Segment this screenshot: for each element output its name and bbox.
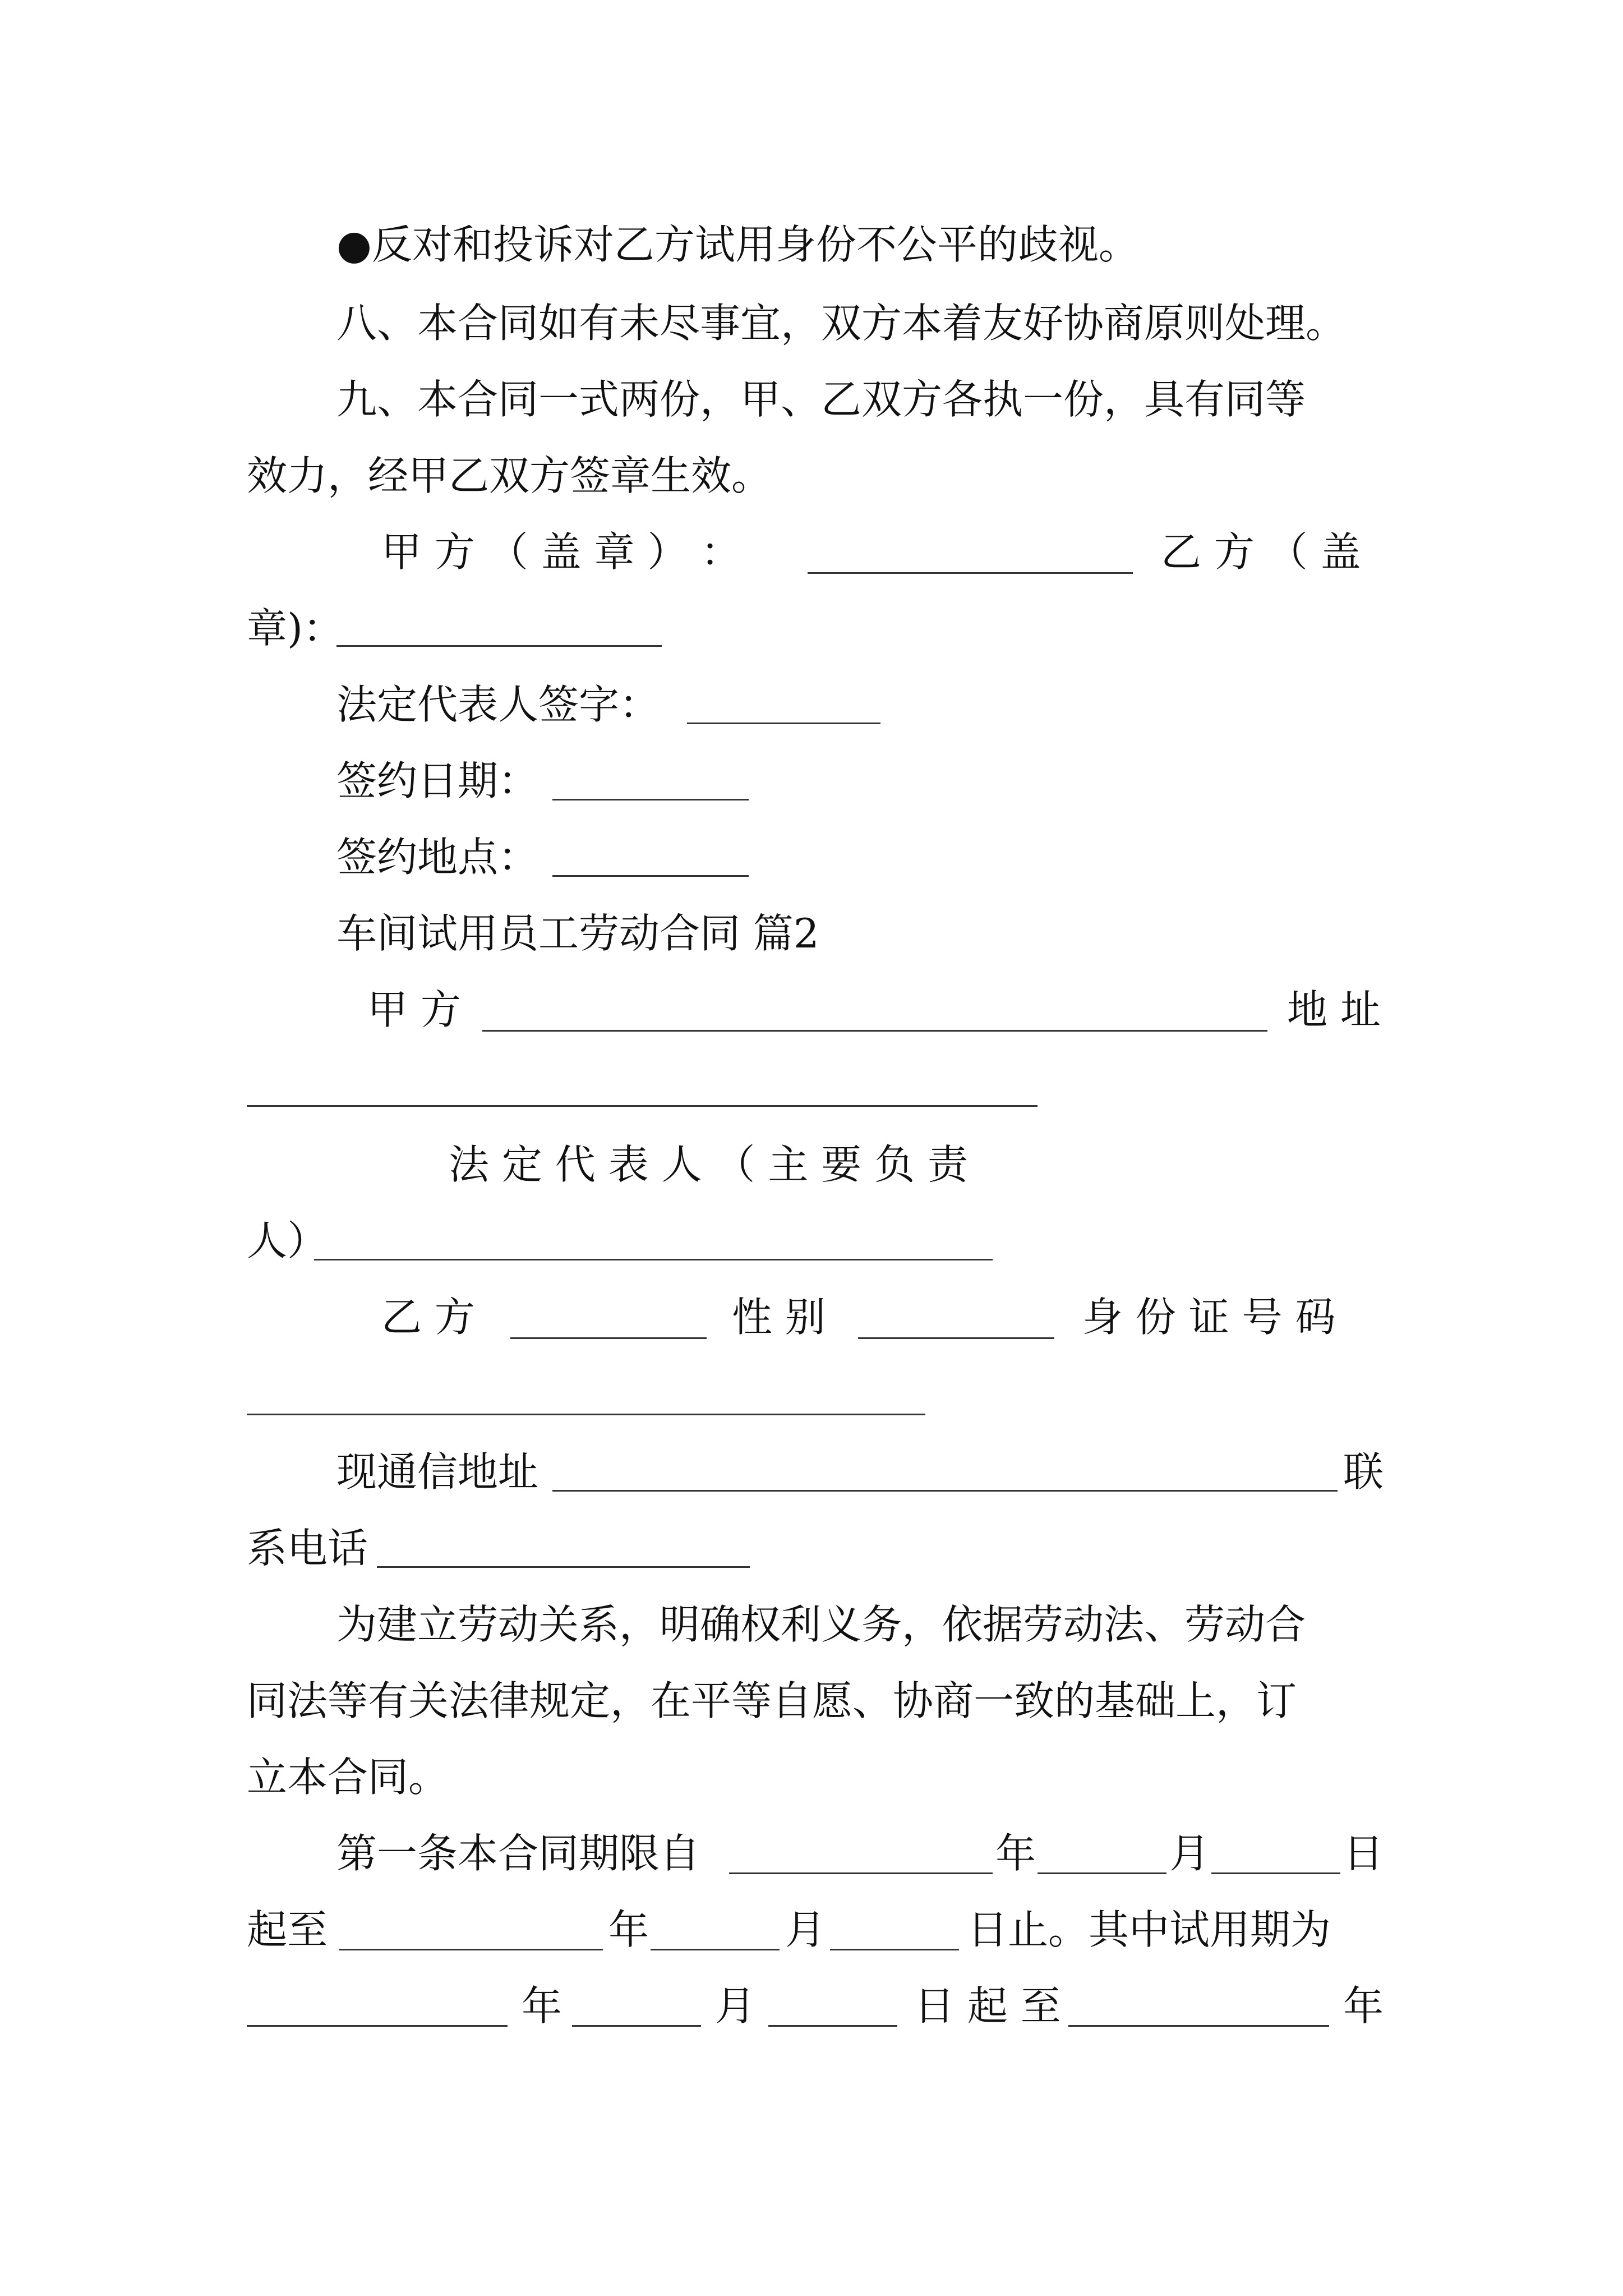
article-one-label: 第一条本合同期限自: [336, 1830, 700, 1877]
term-end-day-and-probation-label: 日止。其中试用期为: [967, 1906, 1331, 1953]
id-number-label: 身 份 证 号 码: [1082, 1294, 1336, 1341]
probation-end-year-label: 年: [1343, 1982, 1384, 2030]
contact-address-blank[interactable]: [552, 1490, 1338, 1492]
id-number-blank[interactable]: [247, 1414, 925, 1415]
party-a-seal-blank[interactable]: [808, 572, 1133, 574]
section-title-part-2: 车间试用员工劳动合同 篇2: [336, 910, 819, 957]
term-end-day-blank[interactable]: [830, 1949, 959, 1950]
preamble-line-1: 为建立劳动关系，明确权利义务，依据劳动法、劳动合: [336, 1601, 1306, 1648]
term-end-month-label: 月: [785, 1906, 826, 1953]
term-end-month-blank[interactable]: [651, 1949, 780, 1950]
clause-nine-effectiveness: 效力，经甲乙双方签章生效。: [247, 452, 772, 499]
party-a-label: 甲 方: [367, 986, 461, 1033]
sign-place-blank[interactable]: [552, 875, 749, 877]
contact-phone-blank[interactable]: [377, 1566, 750, 1568]
clause-eight-unresolved-matters: 八、本合同如有未尽事宜，双方本着友好协商原则处理。: [336, 300, 1347, 347]
sign-date-label: 签约日期：: [336, 757, 539, 804]
contact-address-label: 现通信地址: [336, 1448, 539, 1496]
sign-date-blank[interactable]: [552, 799, 749, 800]
term-end-year-blank[interactable]: [339, 1949, 603, 1950]
legal-rep-label-cont: 人）: [247, 1217, 328, 1264]
term-start-day-blank[interactable]: [1211, 1872, 1340, 1874]
sign-place-label: 签约地点：: [336, 834, 539, 881]
party-b-seal-blank[interactable]: [336, 645, 662, 647]
clause-nine-copies: 九、本合同一式两份，甲、乙双方各执一份，具有同等: [336, 376, 1306, 423]
probation-start-month-blank[interactable]: [572, 2025, 701, 2027]
clause-objection-discrimination: ●反对和投诉对乙方试用身份不公平的歧视。: [336, 221, 1139, 268]
term-end-year-label: 年: [608, 1906, 649, 1953]
party-b-label: 乙 方: [381, 1294, 475, 1341]
term-start-year-blank[interactable]: [729, 1872, 993, 1874]
probation-start-month-label: 月: [715, 1982, 756, 2030]
probation-end-year-blank[interactable]: [1068, 2025, 1329, 2027]
probation-start-year-blank[interactable]: [247, 2025, 508, 2027]
legal-rep-signature-label: 法定代表人签字：: [336, 681, 660, 728]
probation-start-day-label: 日 起 至: [914, 1982, 1061, 2030]
party-a-blank[interactable]: [482, 1030, 1267, 1032]
address-blank[interactable]: [247, 1105, 1038, 1107]
term-start-year-label: 年: [995, 1830, 1036, 1877]
contact-phone-label-start: 联: [1343, 1448, 1384, 1496]
term-start-day-label: 日: [1343, 1830, 1384, 1877]
legal-rep-signature-blank[interactable]: [687, 723, 880, 724]
probation-start-day-blank[interactable]: [768, 2025, 897, 2027]
preamble-line-2: 同法等有关法律规定，在平等自愿、协商一致的基础上，订: [247, 1677, 1297, 1724]
party-a-seal-label: 甲 方 （ 盖 章 ） ：: [381, 528, 741, 576]
probation-start-year-label: 年: [522, 1982, 562, 2030]
contact-phone-label: 系电话: [247, 1525, 368, 1572]
term-start-month-blank[interactable]: [1038, 1872, 1166, 1874]
party-b-blank[interactable]: [510, 1337, 707, 1339]
party-b-seal-label: 乙 方 （ 盖: [1161, 528, 1361, 576]
legal-rep-blank[interactable]: [314, 1259, 993, 1260]
legal-rep-label: 法 定 代 表 人 （ 主 要 负 责: [449, 1141, 968, 1188]
term-start-month-label: 月: [1169, 1830, 1210, 1877]
gender-label: 性 别: [732, 1294, 826, 1341]
gender-blank[interactable]: [858, 1337, 1054, 1339]
preamble-line-3: 立本合同。: [247, 1754, 449, 1801]
party-b-seal-label-cont: 章)：: [247, 605, 344, 652]
address-label: 地 址: [1287, 986, 1381, 1033]
term-end-label: 起至: [247, 1906, 328, 1953]
